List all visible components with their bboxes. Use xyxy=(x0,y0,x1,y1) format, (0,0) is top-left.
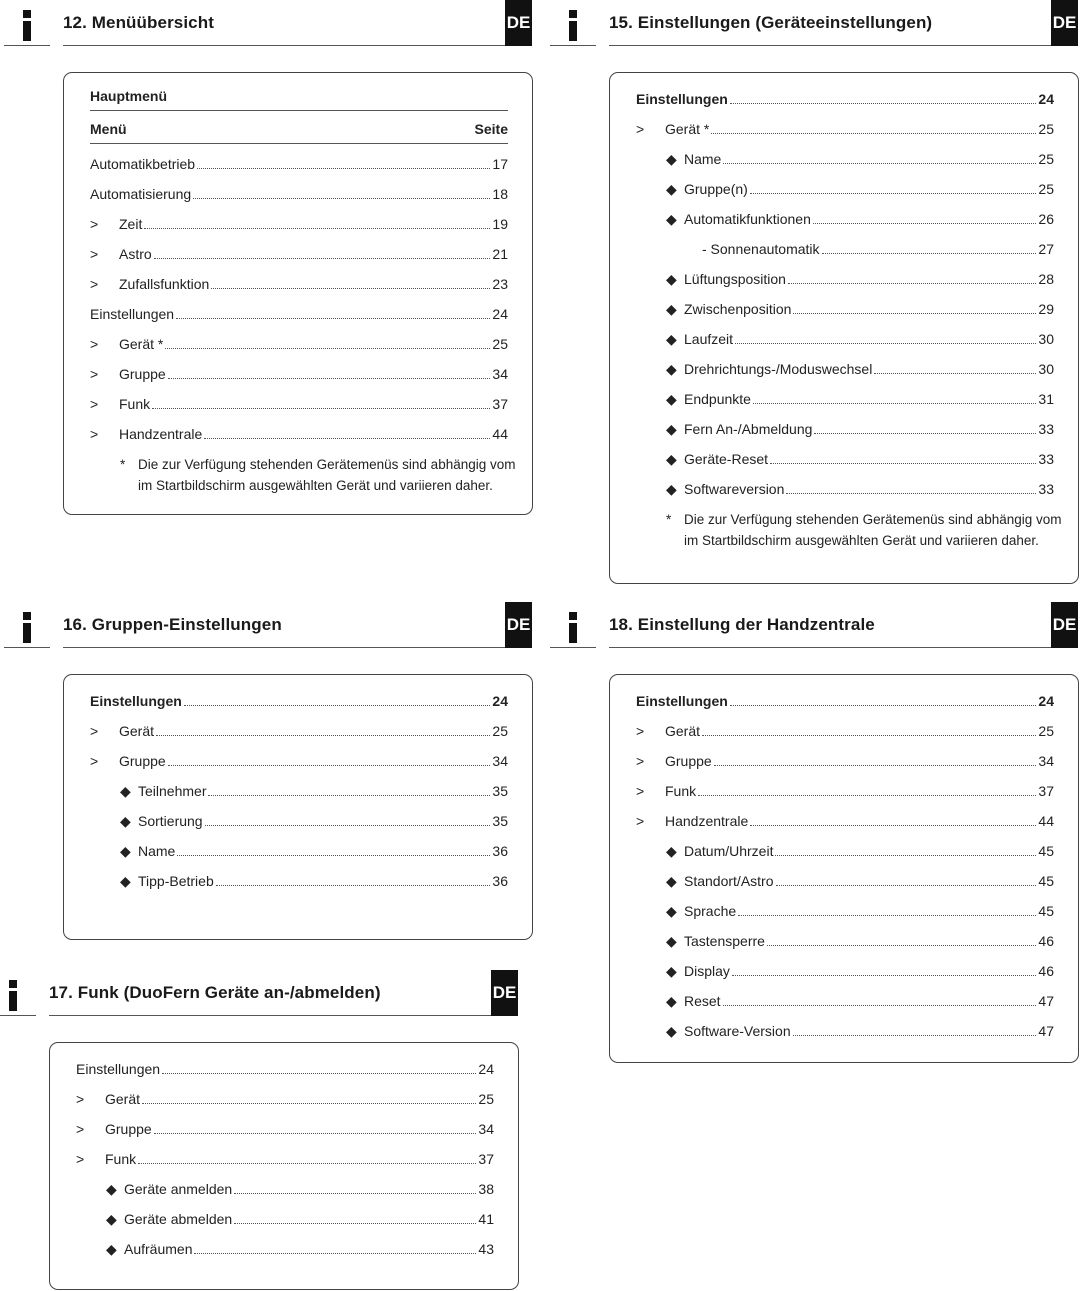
dot-leader xyxy=(234,1223,476,1224)
dot-leader xyxy=(165,348,490,349)
dot-leader xyxy=(234,1193,476,1194)
menu-entry-label: Einstellungen xyxy=(90,306,175,322)
menu-entry-page: 34 xyxy=(492,366,508,382)
diamond-bullet-icon: ◆ xyxy=(666,391,677,407)
menu-entry xyxy=(90,243,508,263)
dot-leader xyxy=(730,103,1037,104)
dot-leader xyxy=(735,343,1036,344)
dot-leader xyxy=(216,885,491,886)
menu-entry xyxy=(76,1058,494,1078)
menu-entry xyxy=(120,840,508,860)
dot-leader xyxy=(152,408,490,409)
menu-entry xyxy=(120,870,508,890)
dot-leader xyxy=(793,1035,1037,1036)
menu-entry xyxy=(666,448,1054,468)
dot-leader xyxy=(162,1073,476,1074)
dot-leader xyxy=(814,433,1036,434)
diamond-bullet-icon: ◆ xyxy=(106,1241,117,1257)
diamond-bullet-icon: ◆ xyxy=(666,481,677,497)
menu-entry xyxy=(636,750,1054,770)
menu-entry xyxy=(636,780,1054,800)
menu-entry-label: Sprache xyxy=(684,903,737,919)
menu-entry-page: 24 xyxy=(492,693,508,709)
menu-entry-label: Funk xyxy=(119,396,151,412)
menu-entry-page: 35 xyxy=(492,813,508,829)
menu-entry-label: - Sonnenautomatik xyxy=(702,241,820,257)
section-header-16 xyxy=(4,602,532,648)
menu-entry-page: 37 xyxy=(478,1151,494,1167)
dot-leader xyxy=(177,855,490,856)
menu-entry-label: Zufallsfunktion xyxy=(119,276,210,292)
menu-entry xyxy=(666,1020,1054,1040)
dot-leader xyxy=(732,975,1037,976)
column-header-menu: Menü xyxy=(90,121,127,137)
menu-entry xyxy=(90,393,508,413)
menu-entry-label: Einstellungen xyxy=(76,1061,161,1077)
chevron-right-icon: > xyxy=(636,121,645,137)
menu-entry-page: 18 xyxy=(492,186,508,202)
chevron-right-icon: > xyxy=(76,1151,85,1167)
dot-leader xyxy=(714,765,1037,766)
section-header-17 xyxy=(0,970,518,1016)
menu-box-16 xyxy=(63,674,533,940)
menu-entry-label: Gerät * xyxy=(665,121,710,137)
dot-leader xyxy=(205,825,491,826)
dot-leader xyxy=(154,258,491,259)
menu-entry-label: Gruppe xyxy=(105,1121,152,1137)
dot-leader xyxy=(138,1163,476,1164)
chevron-right-icon: > xyxy=(636,753,645,769)
menu-entry xyxy=(120,780,508,800)
dot-leader xyxy=(168,378,491,379)
menu-entry-page: 33 xyxy=(1038,451,1054,467)
menu-entry-page: 28 xyxy=(1038,271,1054,287)
menu-entry-label: Software-Version xyxy=(684,1023,791,1039)
menu-entry-label: Name xyxy=(684,151,722,167)
menu-entry xyxy=(106,1238,494,1258)
menu-entry-page: 34 xyxy=(1038,753,1054,769)
menu-entry xyxy=(666,178,1054,198)
menu-entry-label: Handzentrale xyxy=(119,426,203,442)
dot-leader xyxy=(738,915,1036,916)
menu-entry-page: 36 xyxy=(492,843,508,859)
menu-entry-label: Sortierung xyxy=(138,813,203,829)
menu-box-17 xyxy=(49,1042,519,1290)
dot-leader xyxy=(698,795,1036,796)
diamond-bullet-icon: ◆ xyxy=(666,421,677,437)
menu-entry-label: Lüftungsposition xyxy=(684,271,786,287)
diamond-bullet-icon: ◆ xyxy=(666,963,677,979)
menu-entry-label: Automatikfunktionen xyxy=(684,211,811,227)
menu-box-18 xyxy=(609,674,1079,1063)
menu-entry-page: 24 xyxy=(1038,693,1054,709)
menu-entry xyxy=(90,183,508,203)
section-title: 16. Gruppen-Einstellungen xyxy=(63,615,282,634)
dot-leader xyxy=(184,705,491,706)
dot-leader xyxy=(211,288,490,289)
menu-entry-page: 46 xyxy=(1038,963,1054,979)
menu-entry xyxy=(76,1088,494,1108)
diamond-bullet-icon: ◆ xyxy=(120,813,131,829)
menu-entry xyxy=(636,88,1054,108)
menu-entry-label: Datum/Uhrzeit xyxy=(684,843,774,859)
menu-entry-page: 38 xyxy=(478,1181,494,1197)
menu-entry-page: 35 xyxy=(492,783,508,799)
menu-entry-label: Zeit xyxy=(119,216,143,232)
menu-entry xyxy=(120,810,508,830)
menu-entry-page: 25 xyxy=(492,723,508,739)
menu-entry-page: 44 xyxy=(1038,813,1054,829)
menu-entry-page: 26 xyxy=(1038,211,1054,227)
dot-leader xyxy=(770,463,1036,464)
section-title: 17. Funk (DuoFern Geräte an-/abmelden) xyxy=(49,983,381,1002)
menu-entry xyxy=(90,423,508,443)
language-badge: DE xyxy=(1051,602,1078,648)
dot-leader xyxy=(776,885,1037,886)
menu-entry-label: Aufräumen xyxy=(124,1241,193,1257)
menu-entry-page: 31 xyxy=(1038,391,1054,407)
menu-entry-label: Gruppe(n) xyxy=(684,181,748,197)
dot-leader xyxy=(208,795,490,796)
menu-entry-page: 24 xyxy=(1038,91,1054,107)
menu-entry-page: 45 xyxy=(1038,903,1054,919)
dot-leader xyxy=(711,133,1036,134)
menu-entry xyxy=(666,960,1054,980)
menu-entry-page: 34 xyxy=(492,753,508,769)
menu-entry-page: 25 xyxy=(478,1091,494,1107)
menu-entry-label: Softwareversion xyxy=(684,481,785,497)
menu-entry xyxy=(76,1118,494,1138)
menu-entry-page: 25 xyxy=(1038,151,1054,167)
menu-entry-page: 25 xyxy=(492,336,508,352)
menu-entry-label: Standort/Astro xyxy=(684,873,774,889)
menu-entry xyxy=(666,930,1054,950)
language-badge: DE xyxy=(505,0,532,46)
menu-entry-label: Name xyxy=(138,843,176,859)
dot-leader xyxy=(775,855,1036,856)
menu-entry xyxy=(76,1148,494,1168)
menu-entry-page: 43 xyxy=(478,1241,494,1257)
menu-entry-label: Gerät * xyxy=(119,336,164,352)
menu-entry-page: 44 xyxy=(492,426,508,442)
section-header-18 xyxy=(550,602,1078,648)
chevron-right-icon: > xyxy=(90,396,99,412)
diamond-bullet-icon: ◆ xyxy=(666,903,677,919)
menu-entry-page: 24 xyxy=(492,306,508,322)
menu-entry-page: 36 xyxy=(492,873,508,889)
menu-entry-page: 25 xyxy=(1038,181,1054,197)
menu-entry-label: Geräte anmelden xyxy=(124,1181,233,1197)
menu-entry-label: Fern An-/Abmeldung xyxy=(684,421,813,437)
menu-entry xyxy=(90,363,508,383)
chevron-right-icon: > xyxy=(90,336,99,352)
dot-leader xyxy=(142,1103,476,1104)
menu-entry-label: Gerät xyxy=(665,723,701,739)
menu-entry-label: Handzentrale xyxy=(665,813,749,829)
footnote: * Die zur Verfügung stehenden Gerätemenüs sind abhängig vom im Startbildschirm ausgewählten Gerät und variieren daher. xyxy=(666,512,1062,548)
menu-entry xyxy=(666,870,1054,890)
menu-entry xyxy=(666,478,1054,498)
diamond-bullet-icon: ◆ xyxy=(120,783,131,799)
menu-entry-page: 27 xyxy=(1038,241,1054,257)
footnote: * Die zur Verfügung stehenden Gerätemenüs sind abhängig vom im Startbildschirm ausgewählten Gerät und variieren daher. xyxy=(120,457,516,493)
menu-entry xyxy=(702,238,1054,258)
menu-entry-label: Reset xyxy=(684,993,721,1009)
menu-entry xyxy=(666,268,1054,288)
diamond-bullet-icon: ◆ xyxy=(666,933,677,949)
language-badge: DE xyxy=(1051,0,1078,46)
box-heading: Hauptmenü xyxy=(90,88,167,104)
dot-leader xyxy=(788,283,1036,284)
menu-entry-label: Einstellungen xyxy=(636,91,728,107)
section-title: 18. Einstellung der Handzentrale xyxy=(609,615,875,634)
menu-entry-page: 17 xyxy=(492,156,508,172)
dot-leader xyxy=(874,373,1036,374)
info-icon xyxy=(4,604,50,648)
info-icon xyxy=(550,2,596,46)
menu-entry-page: 37 xyxy=(492,396,508,412)
dot-leader xyxy=(730,705,1037,706)
menu-box-12 xyxy=(63,72,533,515)
menu-entry-label: Automatikbetrieb xyxy=(90,156,196,172)
menu-entry-label: Gerät xyxy=(105,1091,141,1107)
diamond-bullet-icon: ◆ xyxy=(666,211,677,227)
menu-entry xyxy=(666,990,1054,1010)
dot-leader xyxy=(144,228,490,229)
info-icon xyxy=(550,604,596,648)
dot-leader xyxy=(793,313,1036,314)
section-title: 15. Einstellungen (Geräteeinstellungen) xyxy=(609,13,933,32)
menu-entry xyxy=(90,153,508,173)
menu-entry-label: Gruppe xyxy=(119,366,166,382)
menu-entry-page: 41 xyxy=(478,1211,494,1227)
menu-entry-page: 47 xyxy=(1038,1023,1054,1039)
menu-entry-page: 45 xyxy=(1038,873,1054,889)
dot-leader xyxy=(753,403,1036,404)
dot-leader xyxy=(156,735,490,736)
section-header-15 xyxy=(550,0,1078,46)
info-icon xyxy=(0,972,36,1016)
dot-leader xyxy=(822,253,1037,254)
menu-entry xyxy=(90,690,508,710)
language-badge: DE xyxy=(491,970,518,1016)
section-title: 12. Menüübersicht xyxy=(63,13,214,32)
diamond-bullet-icon: ◆ xyxy=(666,993,677,1009)
menu-entry xyxy=(666,840,1054,860)
dot-leader xyxy=(750,193,1037,194)
chevron-right-icon: > xyxy=(90,246,99,262)
menu-entry-label: Einstellungen xyxy=(636,693,728,709)
menu-entry xyxy=(106,1208,494,1228)
chevron-right-icon: > xyxy=(90,216,99,232)
menu-entry-label: Gerät xyxy=(119,723,155,739)
dot-leader xyxy=(723,163,1036,164)
menu-entry-page: 45 xyxy=(1038,843,1054,859)
menu-entry-page: 25 xyxy=(1038,121,1054,137)
menu-entry-page: 21 xyxy=(492,246,508,262)
menu-entry-label: Drehrichtungs-/Moduswechsel xyxy=(684,361,873,377)
chevron-right-icon: > xyxy=(90,366,99,382)
menu-entry xyxy=(90,333,508,353)
menu-entry-page: 33 xyxy=(1038,421,1054,437)
menu-entry-label: Funk xyxy=(665,783,697,799)
menu-entry-label: Tastensperre xyxy=(684,933,765,949)
menu-entry xyxy=(90,273,508,293)
diamond-bullet-icon: ◆ xyxy=(666,873,677,889)
chevron-right-icon: > xyxy=(90,426,99,442)
dot-leader xyxy=(702,735,1036,736)
menu-entry xyxy=(636,810,1054,830)
dot-leader xyxy=(154,1133,477,1134)
chevron-right-icon: > xyxy=(76,1121,85,1137)
menu-entry xyxy=(666,358,1054,378)
menu-entry-page: 46 xyxy=(1038,933,1054,949)
dot-leader xyxy=(193,198,490,199)
diamond-bullet-icon: ◆ xyxy=(666,151,677,167)
menu-entry xyxy=(666,900,1054,920)
chevron-right-icon: > xyxy=(76,1091,85,1107)
menu-entry-page: 30 xyxy=(1038,361,1054,377)
menu-entry xyxy=(90,750,508,770)
chevron-right-icon: > xyxy=(90,753,99,769)
menu-entry-label: Teilnehmer xyxy=(138,783,207,799)
menu-entry xyxy=(636,690,1054,710)
menu-box-15 xyxy=(609,72,1079,584)
diamond-bullet-icon: ◆ xyxy=(666,331,677,347)
diamond-bullet-icon: ◆ xyxy=(666,301,677,317)
menu-entry-page: 19 xyxy=(492,216,508,232)
chevron-right-icon: > xyxy=(90,276,99,292)
menu-entry xyxy=(666,418,1054,438)
menu-entry-page: 34 xyxy=(478,1121,494,1137)
diamond-bullet-icon: ◆ xyxy=(106,1181,117,1197)
menu-entry-page: 33 xyxy=(1038,481,1054,497)
diamond-bullet-icon: ◆ xyxy=(666,181,677,197)
menu-entry-page: 30 xyxy=(1038,331,1054,347)
diamond-bullet-icon: ◆ xyxy=(666,843,677,859)
chevron-right-icon: > xyxy=(636,783,645,799)
menu-entry-label: Funk xyxy=(105,1151,137,1167)
diamond-bullet-icon: ◆ xyxy=(666,271,677,287)
menu-entry xyxy=(90,303,508,323)
dot-leader xyxy=(168,765,491,766)
menu-entry-label: Zwischenposition xyxy=(684,301,792,317)
chevron-right-icon: > xyxy=(636,723,645,739)
menu-entry xyxy=(666,208,1054,228)
dot-leader xyxy=(176,318,490,319)
column-header-page: Seite xyxy=(474,121,508,137)
chevron-right-icon: > xyxy=(636,813,645,829)
menu-entry xyxy=(666,328,1054,348)
menu-entry-label: Display xyxy=(684,963,730,979)
dot-leader xyxy=(750,825,1036,826)
diamond-bullet-icon: ◆ xyxy=(106,1211,117,1227)
menu-entry-label: Automatisierung xyxy=(90,186,192,202)
dot-leader xyxy=(767,945,1036,946)
menu-entry-label: Astro xyxy=(119,246,152,262)
info-icon xyxy=(4,2,50,46)
menu-entry-label: Laufzeit xyxy=(684,331,734,347)
menu-entry-label: Geräte abmelden xyxy=(124,1211,233,1227)
menu-entry-label: Endpunkte xyxy=(684,391,751,407)
menu-entry xyxy=(666,388,1054,408)
menu-entry xyxy=(90,720,508,740)
dot-leader xyxy=(204,438,490,439)
dot-leader xyxy=(194,1253,476,1254)
menu-entry xyxy=(636,720,1054,740)
menu-entry-page: 24 xyxy=(478,1061,494,1077)
menu-entry-page: 23 xyxy=(492,276,508,292)
dot-leader xyxy=(197,168,490,169)
menu-entry-page: 29 xyxy=(1038,301,1054,317)
chevron-right-icon: > xyxy=(90,723,99,739)
diamond-bullet-icon: ◆ xyxy=(120,843,131,859)
menu-entry-label: Geräte-Reset xyxy=(684,451,769,467)
menu-entry-label: Tipp-Betrieb xyxy=(138,873,214,889)
diamond-bullet-icon: ◆ xyxy=(666,1023,677,1039)
menu-entry-page: 37 xyxy=(1038,783,1054,799)
language-badge: DE xyxy=(505,602,532,648)
diamond-bullet-icon: ◆ xyxy=(666,361,677,377)
menu-entry xyxy=(90,213,508,233)
dot-leader xyxy=(723,1005,1037,1006)
menu-entry xyxy=(666,148,1054,168)
menu-entry-label: Gruppe xyxy=(665,753,712,769)
menu-entry-label: Gruppe xyxy=(119,753,166,769)
diamond-bullet-icon: ◆ xyxy=(666,451,677,467)
menu-entry xyxy=(666,298,1054,318)
menu-entry xyxy=(636,118,1054,138)
dot-leader xyxy=(813,223,1037,224)
menu-entry-page: 47 xyxy=(1038,993,1054,1009)
section-header-12 xyxy=(4,0,532,46)
menu-entry xyxy=(106,1178,494,1198)
diamond-bullet-icon: ◆ xyxy=(120,873,131,889)
menu-entry-page: 25 xyxy=(1038,723,1054,739)
dot-leader xyxy=(786,493,1036,494)
menu-entry-label: Einstellungen xyxy=(90,693,182,709)
